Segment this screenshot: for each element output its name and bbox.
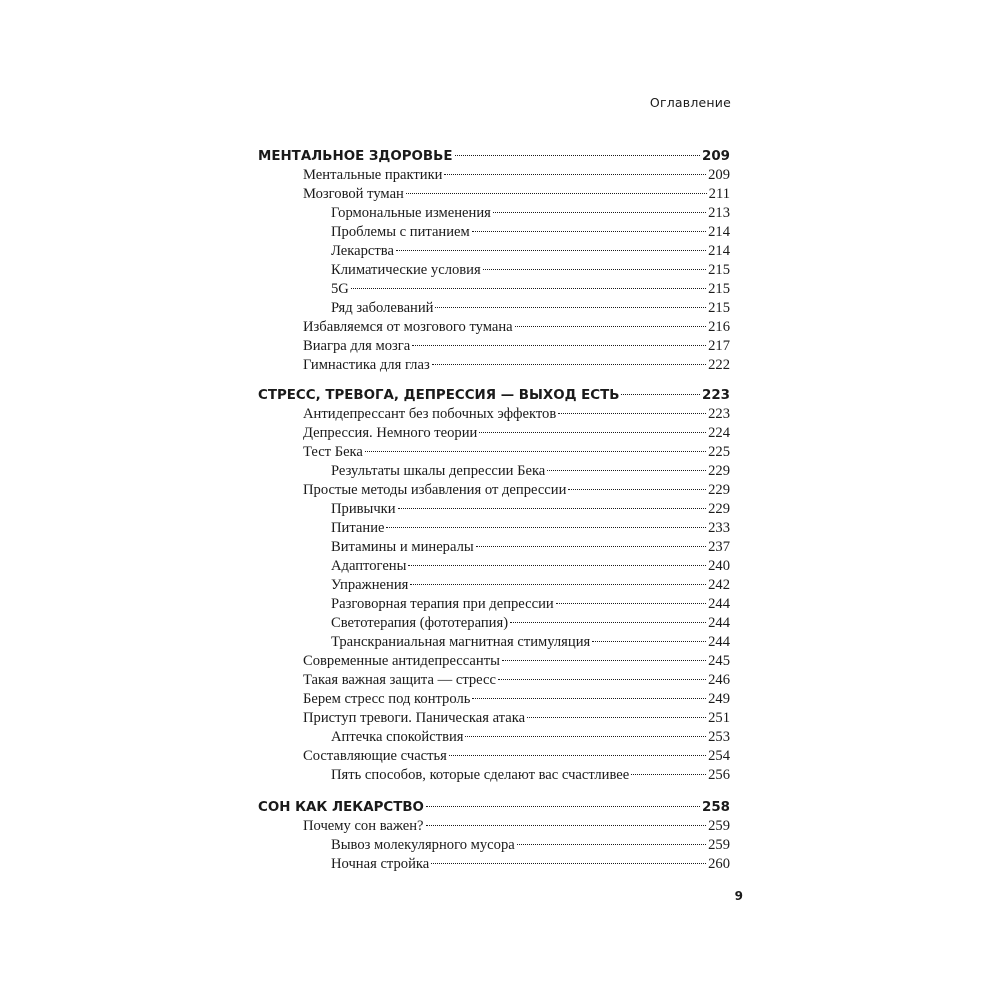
toc-entry-page: 216 [708,319,730,335]
running-header: Оглавление [649,95,731,110]
dot-leader [351,288,706,289]
dot-leader [515,326,706,327]
toc-entry-title: МЕНТАЛЬНОЕ ЗДОРОВЬЕ [258,149,453,164]
toc-entry-line [303,337,730,356]
toc-entry[interactable] [0,652,1000,671]
toc-entry-line [258,147,730,166]
toc-entry-line [331,836,730,855]
toc-entry[interactable] [0,519,1000,538]
toc-entry[interactable] [0,690,1000,709]
toc-entry-title: Разговорная терапия при депрессии [331,596,554,612]
toc-entry-page: 244 [708,615,730,631]
toc-entry[interactable] [0,356,1000,375]
dot-leader [406,193,707,194]
toc-entry-title: Адаптогены [331,558,407,574]
toc-entry-line [303,652,730,671]
toc-entry-page: 256 [708,767,730,783]
toc-entry-line [331,855,730,874]
toc-entry-title: Питание [331,520,385,536]
toc-entry-page: 260 [708,856,730,872]
toc-entry-page: 245 [708,653,730,669]
toc-entry-line [303,747,730,766]
toc-entry-page: 242 [708,577,730,593]
toc-entry-line [331,576,730,595]
toc-entry-title: Современные антидепрессанты [303,653,500,669]
toc-entry-line [331,595,730,614]
toc-entry-title: Депрессия. Немного теории [303,425,478,441]
toc-entry-line [331,766,730,785]
toc-entry-page: 211 [708,186,730,202]
toc-entry-title: Тест Бека [303,444,363,460]
toc-entry-title: Светотерапия (фототерапия) [331,615,509,631]
toc-entry[interactable] [0,280,1000,299]
dot-leader [449,755,706,756]
toc-entry-line [303,424,730,443]
toc-entry-page: 229 [708,482,730,498]
toc-entry[interactable] [0,500,1000,519]
dot-leader [621,394,700,395]
toc-entry-page: 214 [708,224,730,240]
toc-entry-page: 246 [708,672,730,688]
toc-entry[interactable] [0,557,1000,576]
toc-entry-page: 223 [708,406,730,422]
toc-entry-title: Витамины и минералы [331,539,474,555]
toc-entry-page: 215 [708,300,730,316]
toc-entry-line [331,462,730,481]
toc-entry-page: 222 [708,357,730,373]
toc-entry-line [303,671,730,690]
dot-leader [510,622,706,623]
toc-entry-title: Проблемы с питанием [331,224,470,240]
toc-entry-line [303,405,730,424]
toc-entry-page: 253 [708,729,730,745]
toc-entry-line [331,223,730,242]
toc-entry-title: Пять способов, которые сделают вас счастливее [331,767,630,783]
toc-entry-page: 209 [702,149,730,164]
toc-entry-page: 244 [708,596,730,612]
toc-entry-title: Избавляемся от мозгового тумана [303,319,513,335]
toc-entry-page: 213 [708,205,730,221]
toc-entry[interactable] [0,318,1000,337]
toc-entry[interactable] [0,242,1000,261]
toc-entry[interactable] [0,817,1000,836]
toc-entry-title: Составляющие счастья [303,748,447,764]
toc-entry-title: Аптечка спокойствия [331,729,464,745]
toc-entry-title: Мозговой туман [303,186,404,202]
toc-entry[interactable] [0,261,1000,280]
toc-entry-line [303,356,730,375]
toc-entry-page: 244 [708,634,730,650]
dot-leader [386,527,706,528]
toc-entry[interactable] [0,633,1000,652]
toc-entry-line [331,614,730,633]
dot-leader [472,231,706,232]
toc-entry-line [258,386,730,405]
toc-entry-title: 5G [331,281,349,297]
dot-leader [432,364,706,365]
toc-entry[interactable] [0,855,1000,874]
toc-entry-line [331,728,730,747]
toc-entry-line [303,690,730,709]
toc-entry-page: 240 [708,558,730,574]
dot-leader [631,774,706,775]
toc-entry-title: Лекарства [331,243,394,259]
toc-entry-title: Почему сон важен? [303,818,424,834]
dot-leader [396,250,706,251]
dot-leader [444,174,706,175]
dot-leader [426,806,700,807]
toc-entry-title: Простые методы избавления от депрессии [303,482,567,498]
toc-entry[interactable] [0,424,1000,443]
toc-entry-page: 214 [708,243,730,259]
dot-leader [426,825,707,826]
toc-entry-line [331,204,730,223]
dot-leader [455,155,701,156]
toc-entry-line [303,709,730,728]
toc-entry-page: 251 [708,710,730,726]
toc-entry-title: Упражнения [331,577,409,593]
toc-entry-line [303,318,730,337]
toc-entry[interactable] [0,614,1000,633]
toc-entry-line [331,519,730,538]
toc-entry-title: Берем стресс под контроль [303,691,471,707]
toc-entry[interactable] [0,405,1000,424]
toc-entry[interactable] [0,538,1000,557]
toc-entry-page: 215 [708,262,730,278]
dot-leader [502,660,706,661]
toc-section-heading[interactable] [0,386,1000,405]
toc-entry-page: 233 [708,520,730,536]
toc-entry[interactable] [0,223,1000,242]
toc-entry-line [331,261,730,280]
dot-leader [493,212,706,213]
toc-entry-line [303,166,730,185]
dot-leader [479,432,706,433]
dot-leader [517,844,706,845]
toc-entry[interactable] [0,709,1000,728]
toc-entry-title: Приступ тревоги. Паническая атака [303,710,526,726]
toc-entry-line [303,185,730,204]
dot-leader [556,603,706,604]
dot-leader [527,717,706,718]
toc-entry-title: Виагра для мозга [303,338,411,354]
toc-entry[interactable] [0,747,1000,766]
toc-entry[interactable] [0,166,1000,185]
toc-entry-line [331,500,730,519]
toc-entry-page: 225 [708,444,730,460]
dot-leader [412,345,706,346]
toc-entry-line [331,538,730,557]
toc-entry-line [303,817,730,836]
toc-section-heading[interactable] [0,798,1000,817]
dot-leader [410,584,706,585]
toc-entry-page: 259 [708,818,730,834]
toc-entry-title: Антидепрессант без побочных эффектов [303,406,557,422]
toc-entry-title: СТРЕСС, ТРЕВОГА, ДЕПРЕССИЯ — ВЫХОД ЕСТЬ [258,388,620,403]
dot-leader [408,565,706,566]
toc-entry[interactable] [0,462,1000,481]
toc-entry-title: Привычки [331,501,396,517]
toc-entry[interactable] [0,337,1000,356]
toc-entry-line [303,481,730,500]
dot-leader [592,641,706,642]
dot-leader [365,451,706,452]
toc-entry-page: 217 [708,338,730,354]
toc-entry-title: Ряд заболеваний [331,300,434,316]
dot-leader [435,307,706,308]
dot-leader [547,470,706,471]
dot-leader [568,489,706,490]
dot-leader [398,508,707,509]
toc-entry-page: 223 [702,388,730,403]
dot-leader [483,269,706,270]
toc-entry-page: 209 [708,167,730,183]
toc-entry-title: Климатические условия [331,262,481,278]
toc-entry-page: 237 [708,539,730,555]
toc-entry-line [331,299,730,318]
toc-entry-title: Гормональные изменения [331,205,491,221]
toc-entry[interactable] [0,766,1000,785]
toc-entry[interactable] [0,299,1000,318]
toc-entry[interactable] [0,576,1000,595]
page-number: 9 [734,889,743,903]
toc-entry-title: СОН КАК ЛЕКАРСТВО [258,800,424,815]
toc-entry-page: 254 [708,748,730,764]
toc-entry[interactable] [0,836,1000,855]
dot-leader [431,863,706,864]
toc-entry-title: Вывоз молекулярного мусора [331,837,515,853]
toc-entry[interactable] [0,443,1000,462]
toc-entry-title: Гимнастика для глаз [303,357,430,373]
toc-entry-line [303,443,730,462]
toc-entry-title: Ночная стройка [331,856,430,872]
toc-entry-page: 224 [708,425,730,441]
toc-entry-page: 258 [702,800,730,815]
toc-entry[interactable] [0,481,1000,500]
toc-entry[interactable] [0,728,1000,747]
toc-entry-line [331,280,730,299]
toc-entry-line [331,633,730,652]
toc-entry-page: 215 [708,281,730,297]
toc-entry-title: Ментальные практики [303,167,443,183]
toc-entry-title: Транскраниальная магнитная стимуляция [331,634,591,650]
dot-leader [558,413,706,414]
toc-entry-line [331,557,730,576]
toc-entry-line [331,242,730,261]
toc-section-heading[interactable] [0,147,1000,166]
toc-entry[interactable] [0,185,1000,204]
dot-leader [472,698,706,699]
toc-entry[interactable] [0,671,1000,690]
toc-entry-page: 259 [708,837,730,853]
toc-entry[interactable] [0,204,1000,223]
toc-entry[interactable] [0,595,1000,614]
toc-entry-page: 229 [708,501,730,517]
toc-entry-line [258,798,730,817]
toc-entry-page: 249 [708,691,730,707]
dot-leader [476,546,706,547]
toc-entry-title: Такая важная защита — стресс [303,672,496,688]
toc-entry-title: Результаты шкалы депрессии Бека [331,463,546,479]
toc-entry-page: 229 [708,463,730,479]
dot-leader [498,679,706,680]
dot-leader [465,736,706,737]
